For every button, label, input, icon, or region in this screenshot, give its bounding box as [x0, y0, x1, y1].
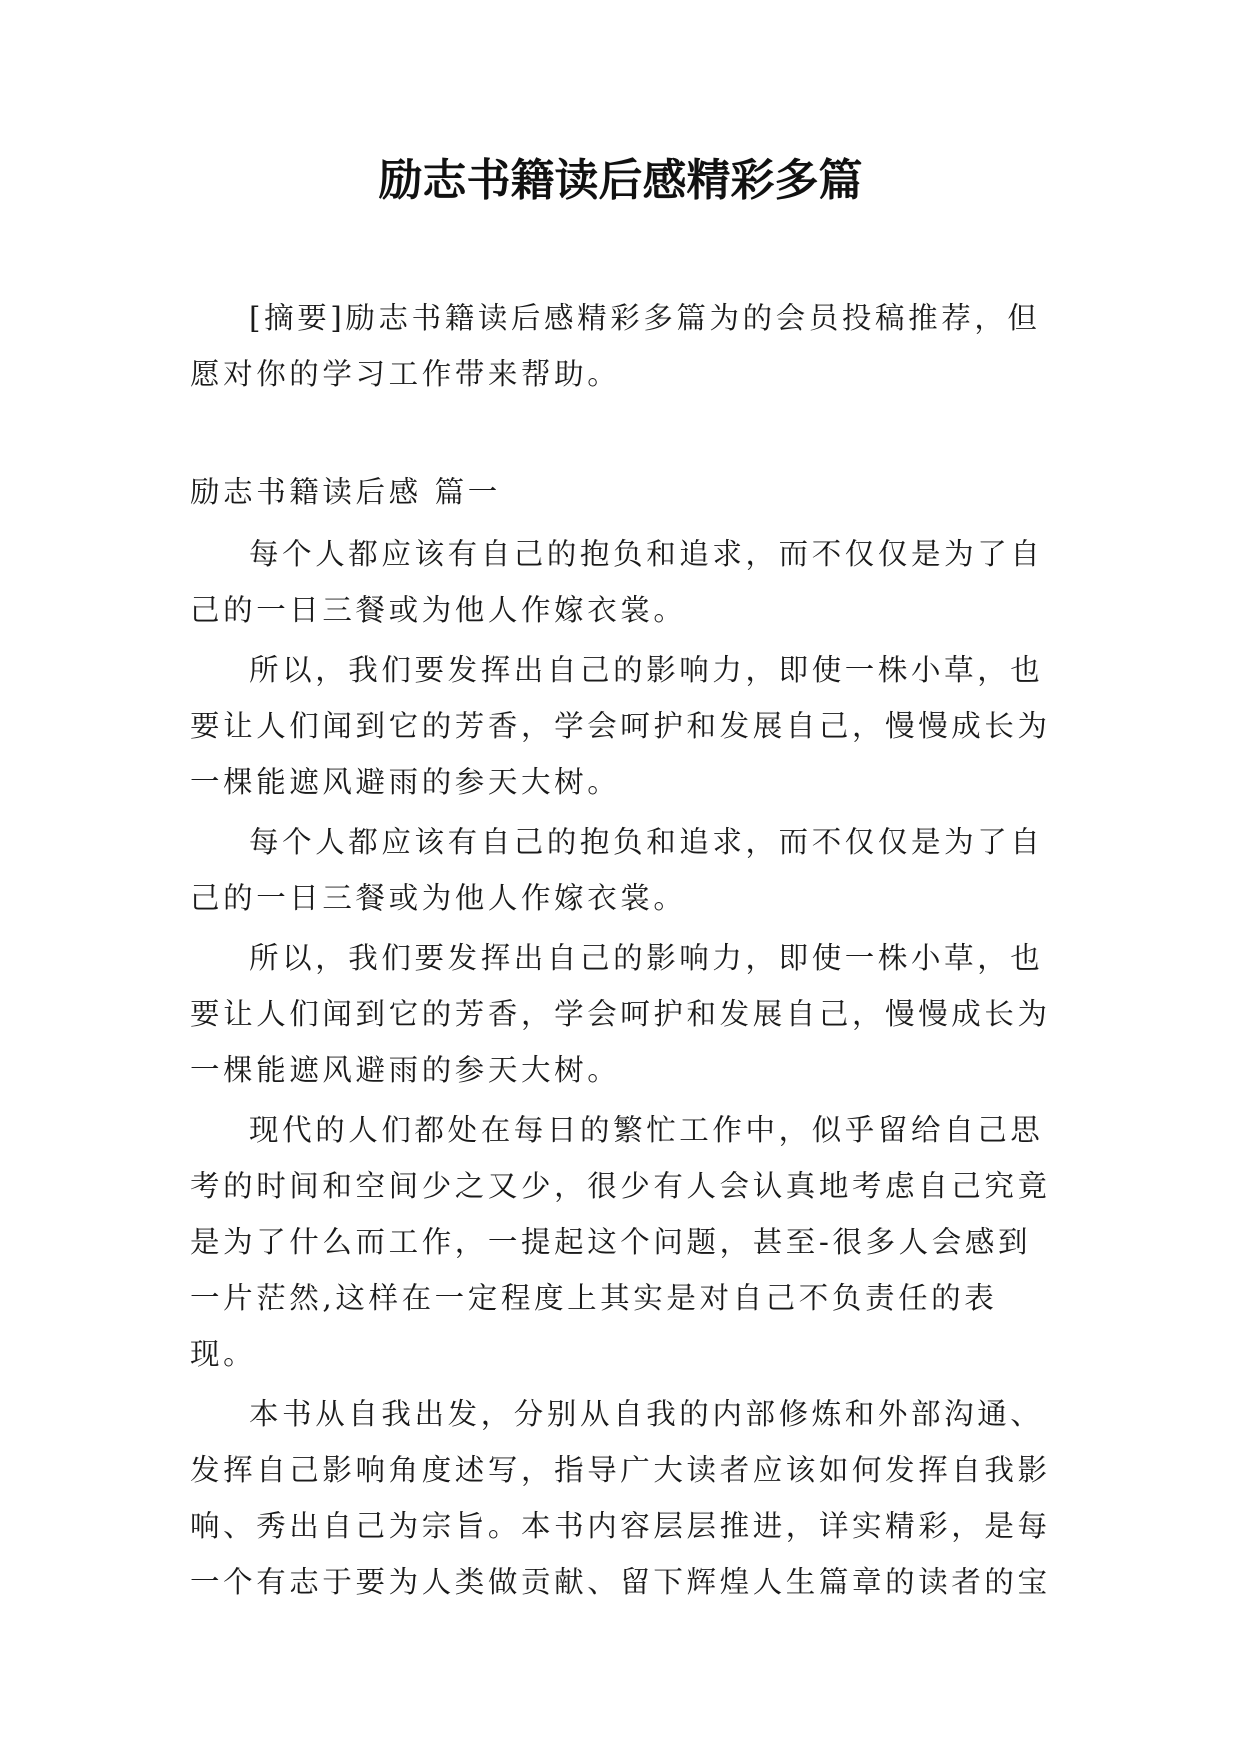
abstract-block: [190, 290, 1060, 406]
body-paragraph: 现代的人们都处在每日的繁忙工作中，似乎留给自己思考的时间和空间少之又少，很少有人会认真地考虑自己究竟是为了什么而工作，一提起这个问题，甚至-很多人会感到一片茫然,这样在一定程度上其实是对自己不负责任的表现。: [190, 1113, 1051, 1371]
body-paragraph: 本书从自我出发，分别从自我的内部修炼和外部沟通、发挥自己影响角度述写，指导广大读者应该如何发挥自我影响、秀出自己为宗旨。本书内容层层推进，详实精彩，是每一个有志于要为人类做贡献、留下辉煌人生篇章的读者的宝: [190, 1397, 1051, 1599]
abstract-paragraph: [摘要]励志书籍读后感精彩多篇为的会员投稿推荐，但愿对你的学习工作带来帮助。: [190, 301, 1041, 391]
section-heading: 励志书籍读后感 篇一: [190, 475, 501, 509]
body-paragraph: 每个人都应该有自己的抱负和追求，而不仅仅是为了自己的一日三餐或为他人作嫁衣裳。: [190, 537, 1044, 627]
body-paragraph: 所以，我们要发挥出自己的影响力，即使一株小草，也要让人们闻到它的芳香，学会呵护和发展自己，慢慢成长为一棵能遮风避雨的参天大树。: [190, 653, 1051, 799]
body-paragraph: 每个人都应该有自己的抱负和追求，而不仅仅是为了自己的一日三餐或为他人作嫁衣裳。: [190, 825, 1044, 915]
document-title: 励志书籍读后感精彩多篇: [378, 155, 863, 206]
body-paragraph: 所以，我们要发挥出自己的影响力，即使一株小草，也要让人们闻到它的芳香，学会呵护和发展自己，慢慢成长为一棵能遮风避雨的参天大树。: [190, 941, 1051, 1087]
article-body: [190, 464, 1060, 1614]
